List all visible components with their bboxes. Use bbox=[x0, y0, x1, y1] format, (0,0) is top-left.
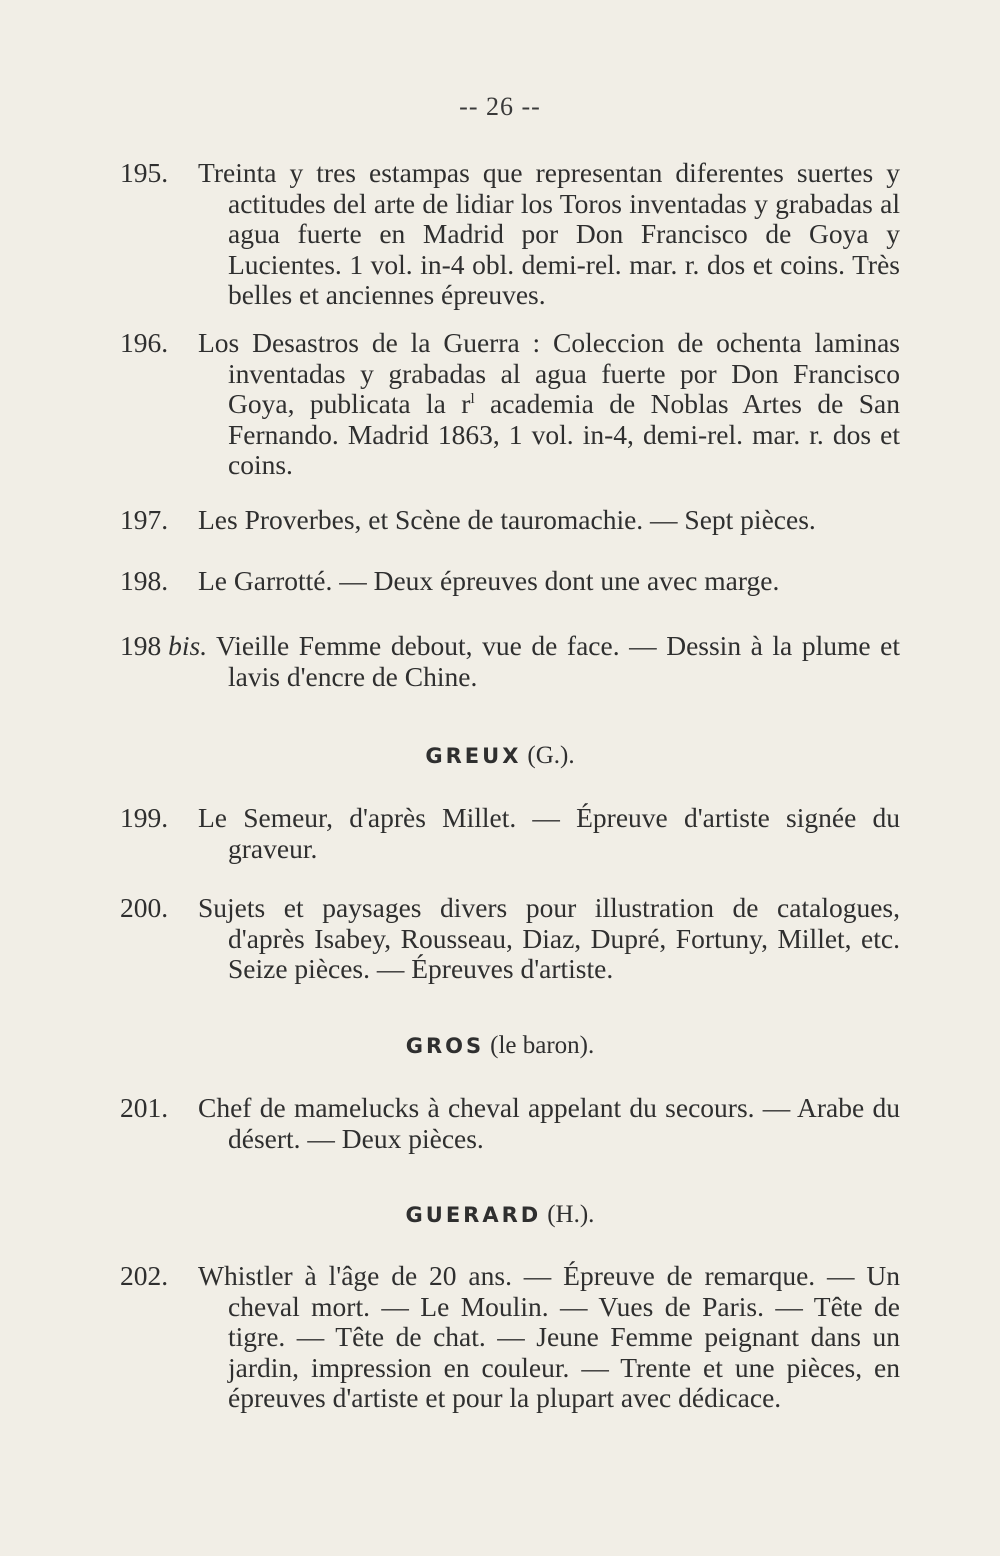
entry-text: Chef de mamelucks à cheval appelant du secours. — Arabe du désert. — Deux pièces. bbox=[198, 1092, 900, 1154]
artist-heading bbox=[0, 740, 1000, 770]
entry-text-part: academia de Noblas Artes de San Fernando. Madrid 1863, 1 vol. in-4, demi-rel. mar. r. dos et coins. bbox=[228, 388, 900, 480]
entry-number: 199. bbox=[120, 802, 169, 833]
entry-text: Le Garrotté. — Deux épreuves dont une avec marge. bbox=[198, 565, 780, 596]
superscript: l bbox=[470, 390, 475, 407]
entry-number: 196. bbox=[120, 327, 169, 358]
catalogue-entry bbox=[120, 328, 900, 481]
catalogue-entry bbox=[120, 1261, 900, 1414]
artist-name: GUERARD bbox=[405, 1203, 542, 1227]
entry-number: 195. bbox=[120, 157, 169, 188]
entry-number: 202. bbox=[120, 1260, 169, 1291]
catalogue-entry bbox=[120, 1093, 900, 1154]
artist-name: GROS bbox=[405, 1034, 485, 1058]
entry-number: 198. bbox=[120, 565, 169, 596]
catalogue-entry bbox=[120, 566, 900, 597]
catalogue-entry bbox=[120, 803, 900, 864]
entry-number-suffix: bis. bbox=[168, 630, 208, 661]
entry-text: Le Semeur, d'après Millet. — Épreuve d'artiste signée du graveur. bbox=[198, 802, 900, 864]
catalogue-entry bbox=[120, 158, 900, 311]
entry-number bbox=[120, 631, 207, 662]
catalogue-entry bbox=[120, 505, 900, 536]
artist-initials: (H.). bbox=[547, 1201, 595, 1228]
catalogue-entry bbox=[120, 893, 900, 985]
entry-number: 197. bbox=[120, 504, 169, 535]
catalogue-entry bbox=[120, 631, 900, 692]
page-number: -- 26 -- bbox=[459, 92, 541, 121]
entry-text: Whistler à l'âge de 20 ans. — Épreuve de remarque. — Un cheval mort. — Le Moulin. — Vues de Paris. — Tête de tigre. — Tête de chat. — Jeune Femme peignant dans un jardin, impression en couleur. — Trente et une pièces, en épreuves d'artiste et pour la plupart avec dédicace. bbox=[198, 1260, 900, 1413]
entry-text bbox=[216, 630, 900, 692]
entry-text bbox=[198, 327, 900, 481]
artist-heading bbox=[0, 1199, 1000, 1229]
entry-text: Les Proverbes, et Scène de tauromachie. — Sept pièces. bbox=[198, 504, 816, 535]
entry-number-value: 198 bbox=[120, 630, 162, 661]
artist-heading bbox=[0, 1030, 1000, 1060]
entry-text-part: Vieille Femme debout, vue de face. — Dessin à la plume et lavis d'encre de Chine. bbox=[216, 630, 900, 692]
entry-text: Treinta y tres estampas que representan diferentes suertes y actitudes del arte de lidiar los Toros inventadas y grabadas al agua fuerte en Madrid por Don Francisco de Goya y Lucientes. 1 vol. in-4 obl. demi-rel. mar. r. dos et coins. Très belles et anciennes épreuves. bbox=[198, 157, 900, 310]
entry-number: 201. bbox=[120, 1092, 169, 1123]
artist-initials: (G.). bbox=[527, 742, 575, 769]
entry-text-part: Los Desastros de la Guerra : Coleccion de ochenta laminas inventadas y grabadas al agua fuerte por Don Francisco Goya, publicata la r bbox=[198, 327, 900, 419]
entry-text: Sujets et paysages divers pour illustration de catalogues, d'après Isabey, Rousseau, Diaz, Dupré, Fortuny, Millet, etc. Seize pièces. — Épreuves d'artiste. bbox=[198, 892, 900, 984]
artist-initials: (le baron). bbox=[490, 1032, 595, 1059]
entry-number: 200. bbox=[120, 892, 169, 923]
artist-name: GREUX bbox=[425, 744, 522, 768]
